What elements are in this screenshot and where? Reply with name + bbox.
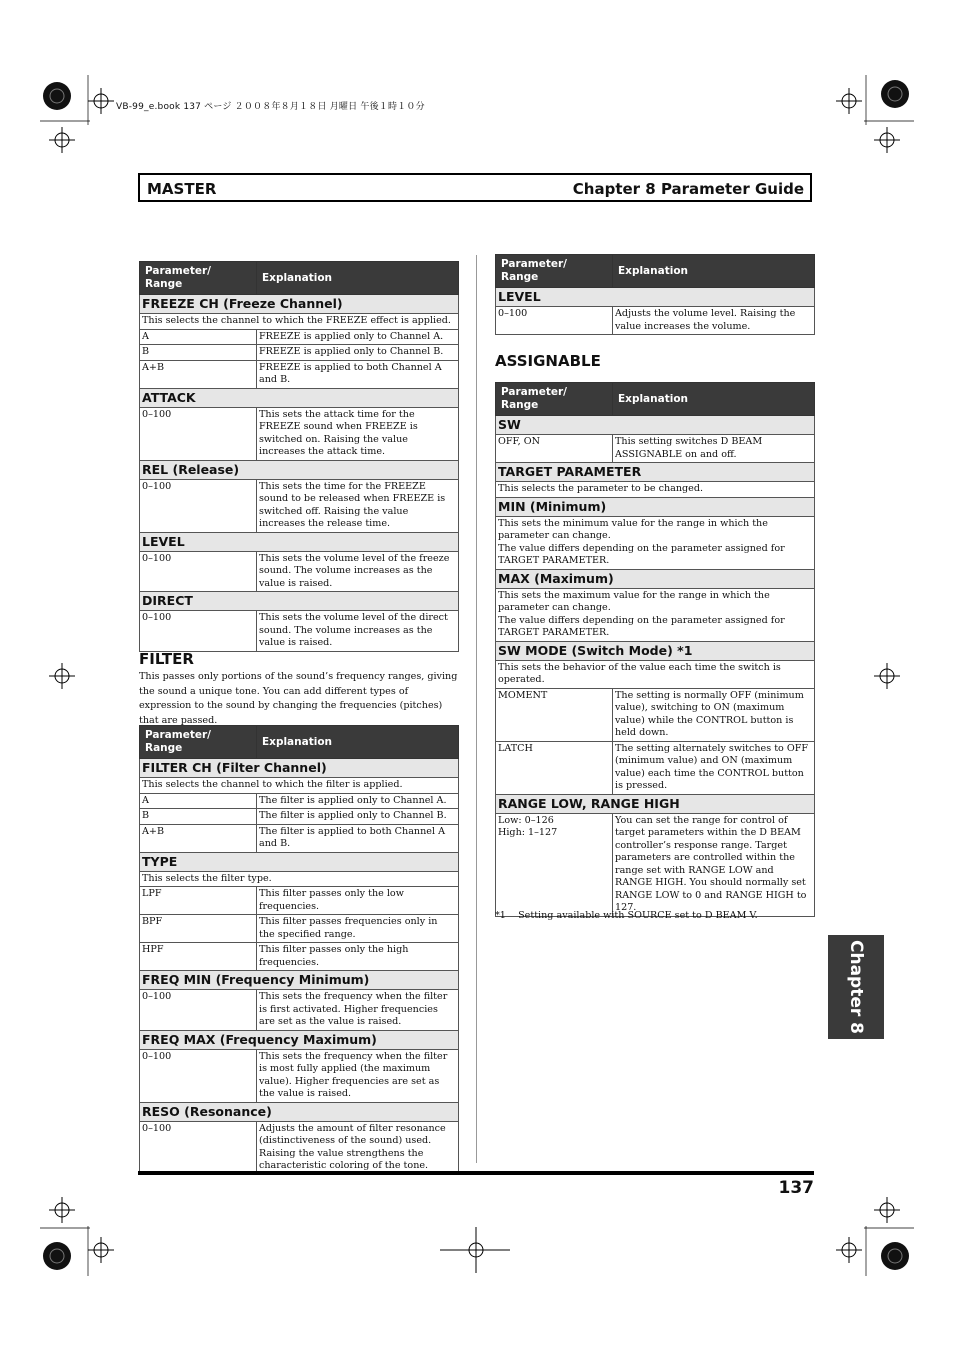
page-number: 137	[778, 1178, 814, 1198]
section-title: ATTACK	[140, 388, 459, 407]
range-cell: A+B	[140, 360, 257, 388]
explanation-cell: This sets the attack time for the FREEZE sound when FREEZE is switched on. Raising the value increases the attack time.	[257, 407, 459, 460]
explanation-cell: The setting alternately switches to OFF (minimum value) and ON (maximum value) each time the CONTROL button is pressed.	[613, 741, 815, 794]
header-param-range: Parameter/ Range	[140, 262, 257, 295]
explanation-cell: FREEZE is applied to both Channel A and B.	[257, 360, 459, 388]
section-title-row	[496, 416, 815, 435]
table-row	[140, 551, 459, 592]
chapter-title: Chapter 8 Parameter Guide	[572, 180, 804, 198]
table-row	[140, 611, 459, 652]
range-cell: B	[140, 345, 257, 361]
assignable-parameter-table	[495, 382, 815, 917]
explanation-cell: This sets the volume level of the freeze sound. The volume increases as the value is raised.	[257, 551, 459, 592]
table-row	[140, 329, 459, 345]
table-row	[140, 809, 459, 825]
range-cell: 0–100	[140, 407, 257, 460]
explanation-cell: This sets the frequency when the filter is first activated. Higher frequencies are set as the value is raised.	[257, 990, 459, 1031]
section-title: TYPE	[140, 852, 459, 871]
table-row	[140, 1049, 459, 1102]
range-cell: 0–100	[496, 307, 613, 335]
section-title: MIN (Minimum)	[496, 497, 815, 516]
section-title: RESO (Resonance)	[140, 1102, 459, 1121]
section-title-row	[140, 971, 459, 990]
range-cell: 0–100	[140, 611, 257, 652]
explanation-cell: The filter is applied only to Channel A.	[257, 793, 459, 809]
range-cell: OFF, ON	[496, 435, 613, 463]
explanation-cell: FREEZE is applied only to Channel B.	[257, 345, 459, 361]
header-explanation: Explanation	[257, 262, 459, 295]
section-title-row	[496, 463, 815, 482]
section-title-row	[140, 460, 459, 479]
section-title: SW MODE (Switch Mode) *1	[496, 641, 815, 660]
explanation-cell: The filter is applied to both Channel A and B.	[257, 824, 459, 852]
section-title-row	[496, 794, 815, 813]
table-row	[496, 688, 815, 741]
explanation-cell: This sets the volume level of the direct sound. The volume increases as the value is raised.	[257, 611, 459, 652]
section-title: FREEZE CH (Freeze Channel)	[140, 295, 459, 314]
section-description-row	[140, 778, 459, 794]
section-title: MAX (Maximum)	[496, 569, 815, 588]
explanation-cell: This setting switches D BEAM ASSIGNABLE on and off.	[613, 435, 815, 463]
range-cell: 0–100	[140, 1121, 257, 1174]
range-cell: A	[140, 329, 257, 345]
section-title-row	[140, 388, 459, 407]
section-title: LEVEL	[140, 532, 459, 551]
section-description: This selects the filter type.	[140, 871, 459, 887]
range-cell: 0–100	[140, 479, 257, 532]
section-title: DIRECT	[140, 592, 459, 611]
section-description-row	[496, 516, 815, 569]
header-param-range: Parameter/ Range	[496, 383, 613, 416]
header-explanation: Explanation	[613, 383, 815, 416]
explanation-cell: This sets the time for the FREEZE sound to be released when FREEZE is switched off. Raising the value increases the release time.	[257, 479, 459, 532]
range-cell: MOMENT	[496, 688, 613, 741]
explanation-cell: FREEZE is applied only to Channel A.	[257, 329, 459, 345]
table-row	[140, 793, 459, 809]
table-row	[496, 435, 815, 463]
table-header-row	[496, 383, 815, 416]
section-description: This sets the behavior of the value each time the switch is operated.	[496, 660, 815, 688]
section-title-row	[140, 295, 459, 314]
table-row	[140, 824, 459, 852]
section-description: This sets the maximum value for the range in which the parameter can change. The value differs depending on the parameter assigned for TARGET PARAMETER.	[496, 588, 815, 641]
range-cell: LATCH	[496, 741, 613, 794]
table-row	[140, 887, 459, 915]
explanation-cell: Adjusts the volume level. Raising the value increases the volume.	[613, 307, 815, 335]
explanation-cell: The setting is normally OFF (minimum value), switching to ON (maximum value) while the CONTROL button is held down.	[613, 688, 815, 741]
chapter-side-tab-label: Chapter 8	[846, 939, 866, 1035]
section-description: This selects the channel to which the FREEZE effect is applied.	[140, 314, 459, 330]
explanation-cell: You can set the range for control of target parameters within the D BEAM controller’s response range. Target parameters are controlled within the range set with RANGE LOW and RANGE HIGH. You should normally set RANGE LOW to 0 and RANGE HIGH to 127.	[613, 813, 815, 916]
range-cell: BPF	[140, 915, 257, 943]
footnote: *1 Setting available with SOURCE set to D BEAM V.	[495, 910, 758, 921]
table-row	[140, 479, 459, 532]
range-cell: Low: 0–126 High: 1–127	[496, 813, 613, 916]
range-cell: A	[140, 793, 257, 809]
section-title-row	[140, 592, 459, 611]
header-explanation: Explanation	[613, 255, 815, 288]
section-title-row	[496, 641, 815, 660]
section-description: This sets the minimum value for the range in which the parameter can change. The value differs depending on the parameter assigned for TARGET PARAMETER.	[496, 516, 815, 569]
range-cell: LPF	[140, 887, 257, 915]
assignable-heading: ASSIGNABLE	[495, 352, 601, 370]
section-title-row	[140, 1030, 459, 1049]
explanation-cell: This filter passes only the high frequencies.	[257, 943, 459, 971]
filter-intro: This passes only portions of the sound’s frequency ranges, giving the sound a unique tone. You can add different types of expression to the sound by changing the frequencies (pitches) that are passed.	[139, 671, 458, 726]
section-title-row	[496, 569, 815, 588]
section-title: FREQ MIN (Frequency Minimum)	[140, 971, 459, 990]
level-parameter-table	[495, 254, 815, 335]
table-row	[140, 345, 459, 361]
table-row	[140, 407, 459, 460]
footer-rule	[138, 1171, 814, 1175]
range-cell: A+B	[140, 824, 257, 852]
range-cell: 0–100	[140, 990, 257, 1031]
table-row	[496, 307, 815, 335]
section-title-row	[140, 1102, 459, 1121]
range-cell: 0–100	[140, 551, 257, 592]
section-description: This selects the parameter to be changed.	[496, 482, 815, 498]
section-title: TARGET PARAMETER	[496, 463, 815, 482]
column-divider	[476, 255, 477, 1163]
table-row	[496, 741, 815, 794]
range-cell: 0–100	[140, 1049, 257, 1102]
section-title-row	[496, 497, 815, 516]
section-title: FILTER CH (Filter Channel)	[140, 759, 459, 778]
table-row	[140, 943, 459, 971]
chapter-side-tab	[828, 935, 884, 1039]
table-row	[140, 990, 459, 1031]
section-title-row	[140, 532, 459, 551]
explanation-cell: This sets the frequency when the filter is most fully applied (the maximum value). Higher frequencies are set as the value is raised.	[257, 1049, 459, 1102]
range-cell: HPF	[140, 943, 257, 971]
explanation-cell: The filter is applied only to Channel B.	[257, 809, 459, 825]
section-title: FREQ MAX (Frequency Maximum)	[140, 1030, 459, 1049]
explanation-cell: Adjusts the amount of filter resonance (distinctiveness of the sound) used. Raising the value strengthens the characteristic coloring of the tone.	[257, 1121, 459, 1174]
table-header-row	[140, 726, 459, 759]
section-description-row	[496, 482, 815, 498]
header-param-range: Parameter/ Range	[140, 726, 257, 759]
section-title-row	[140, 852, 459, 871]
table-header-row	[496, 255, 815, 288]
section-title: SW	[496, 416, 815, 435]
chapter-header-bar	[138, 173, 812, 202]
table-header-row	[140, 262, 459, 295]
table-row	[496, 813, 815, 916]
range-cell: B	[140, 809, 257, 825]
section-description-row	[496, 588, 815, 641]
section-description-row	[496, 660, 815, 688]
explanation-cell: This filter passes only the low frequencies.	[257, 887, 459, 915]
table-row	[140, 915, 459, 943]
section-title: REL (Release)	[140, 460, 459, 479]
table-row	[140, 360, 459, 388]
section-description-row	[140, 314, 459, 330]
section-description-row	[140, 871, 459, 887]
file-header: VB-99_e.book 137 ページ ２００８年８月１８日 月曜日 午後１時１０分	[116, 102, 425, 112]
section-title: LEVEL	[496, 288, 815, 307]
filter-heading: FILTER	[139, 650, 194, 668]
freeze-parameter-table	[139, 261, 459, 652]
explanation-cell: This filter passes frequencies only in the specified range.	[257, 915, 459, 943]
header-param-range: Parameter/ Range	[496, 255, 613, 288]
section-title: RANGE LOW, RANGE HIGH	[496, 794, 815, 813]
table-row	[140, 1121, 459, 1174]
section-title-row	[140, 759, 459, 778]
filter-parameter-table	[139, 725, 459, 1175]
header-explanation: Explanation	[257, 726, 459, 759]
section-title-row	[496, 288, 815, 307]
section-description: This selects the channel to which the filter is applied.	[140, 778, 459, 794]
section-title: MASTER	[147, 180, 217, 198]
